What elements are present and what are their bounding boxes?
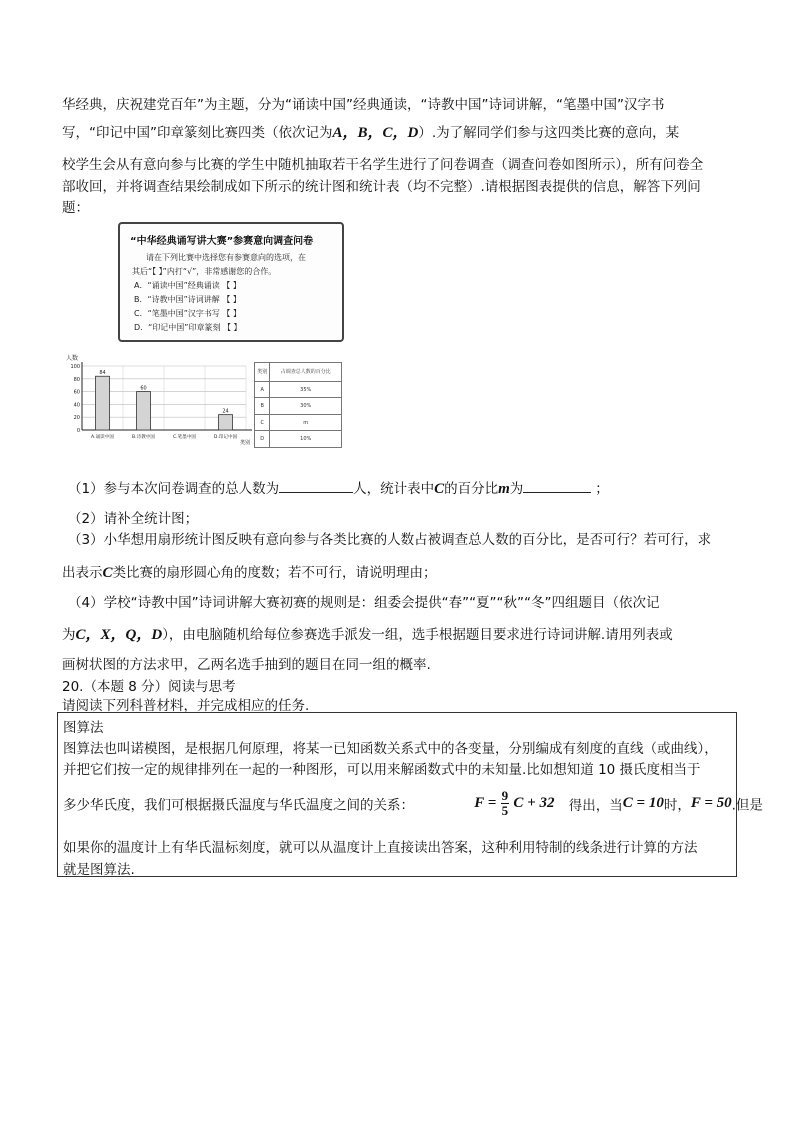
intro-line-2: [62, 121, 679, 142]
intro-line-2a: 写，“印记中国”印章篆刻比赛四类（依次记为: [62, 125, 333, 141]
q3-var-c: C: [102, 565, 113, 581]
data-label: 84: [99, 370, 106, 377]
table-cell: A: [255, 381, 270, 398]
box-line-4: 如果你的温度计上有华氏温标刻度，就可以从温度计上直接读出答案，这种利用特制的线条进行计算的方法: [63, 840, 698, 856]
table-row: [255, 381, 342, 398]
q1-var-c: C: [434, 481, 445, 497]
survey-option: A．“诵读中国”经典诵读 【 】: [134, 281, 241, 290]
table-header-cell: 类别: [255, 363, 270, 382]
bar: [137, 392, 151, 430]
answer-blank-m: [523, 480, 591, 493]
survey-option: C．“笔墨中国”汉字书写 【 】: [134, 309, 241, 318]
intro-line-5: 题：: [62, 200, 89, 216]
x-tick-label: A.诵读中国: [91, 435, 114, 440]
box-line-3-when: 时，: [663, 797, 691, 814]
q1-part-c: 的百分比: [444, 481, 499, 497]
q1-part-e: ；: [595, 481, 609, 497]
question-4-line-3: 画树状图的方法求甲，乙两名选手抽到的题目在同一组的概率.: [62, 657, 431, 673]
problem-20-title: 20.（本题 8 分）阅读与思考: [62, 679, 236, 695]
answer-blank-total: [279, 480, 353, 493]
y-axis-label: 人数: [66, 355, 79, 362]
survey-title: “中华经典诵写讲大赛”参赛意向调查问卷: [130, 236, 314, 247]
table-cell: 30%: [270, 398, 342, 415]
x-tick-label: C.笔墨中国: [172, 435, 197, 440]
q1-var-m: m: [498, 481, 510, 497]
question-4-line-2: [62, 623, 673, 644]
survey-instr-2: 其后“【 】”内打“√”，非常感谢您的合作。: [132, 267, 277, 276]
box-title: 图算法: [63, 720, 104, 736]
intro-vars: A，B，C，D: [332, 125, 419, 141]
box-line-2: 并把它们按一定的规律排列在一起的一种图形，可以用来解函数式中的未知量.比如想知道 10 摄氏度相当于: [63, 762, 701, 778]
survey-instr-1: 请在下列比赛中选择您有参赛意向的选项，在: [146, 253, 306, 262]
y-tick-label: 80: [73, 376, 80, 383]
stat-table: [254, 362, 342, 448]
table-header-cell: 占调查总人数的百分比: [270, 363, 342, 382]
reading-box: [57, 712, 763, 878]
intro-line-1: 华经典，庆祝建党百年”为主题，分为“诵读中国”经典通读，“诗教中国”诗词讲解，“笔墨中国”汉字书: [62, 97, 665, 113]
question-4-line-1: （4）学校“诗教中国”诗词讲解大赛初赛的规则是：组委会提供“春”“夏”“秋”“冬”四组题目（依次记: [68, 595, 660, 611]
q4-part-2: ），由电脑随机给每位参赛选手派发一组，选手根据题目要求进行诗词讲解.请用列表或: [162, 627, 673, 643]
y-tick-label: 60: [73, 389, 80, 396]
bar: [219, 415, 233, 430]
x-tick-label: B.诗教中国: [132, 435, 155, 440]
data-label: 60: [140, 385, 147, 392]
survey-card: [118, 222, 344, 342]
table-cell: m: [270, 414, 342, 431]
q1-part-b: 人，统计表中: [353, 481, 435, 497]
box-line-3: [63, 789, 763, 818]
intro-line-4: 部收回，并将调查结果绘制成如下所示的统计图和统计表（均不完整）.请根据图表提供的信息，解答下列问: [62, 179, 701, 195]
intro-line-3: 校学生会从有意向参与比赛的学生中随机抽取若干名学生进行了问卷调查（调查问卷如图所示），所有问卷全: [62, 157, 704, 173]
formula: [474, 789, 554, 818]
table-cell: D: [255, 431, 270, 448]
table-cell: B: [255, 398, 270, 415]
q4-part-1: 为: [62, 627, 76, 643]
fraction-numerator: 9: [501, 788, 509, 803]
q3-part-1: 出表示: [62, 565, 103, 581]
formula-rhs: C + 32: [513, 795, 555, 811]
y-tick-label: 20: [73, 415, 80, 422]
data-label: 24: [222, 408, 229, 415]
formula-lhs: F =: [474, 795, 497, 811]
y-tick-label: 100: [70, 364, 80, 370]
fraction-denominator: 5: [501, 803, 509, 818]
table-row: [255, 431, 342, 448]
x-axis-label: 类别: [240, 440, 251, 446]
question-2: （2）请补全统计图；: [68, 511, 199, 527]
x-tick-label: D.印记中国: [213, 435, 238, 440]
question-1: [68, 477, 609, 498]
question-3-line-1: （3）小华想用扇形统计图反映有意向参与各类比赛的人数占被调查总人数的百分比，是否可行？若可行，求: [68, 532, 712, 548]
table-row: [255, 398, 342, 415]
q3-part-2: 类比赛的扇形圆心角的度数；若不可行，请说明理由；: [112, 565, 437, 581]
bar-chart: [62, 352, 258, 448]
condition-c: C = 10: [622, 795, 664, 811]
box-line-1: 图算法也叫诺模图，是根据几何原理，将某一已知函数关系式中的各变量，分别编成有刻度的直线（或曲线），: [63, 741, 718, 757]
question-3-line-2: [62, 561, 437, 582]
table-row: [255, 414, 342, 431]
q4-vars: C，X，Q，D: [75, 627, 163, 643]
result-f: F = 50: [690, 795, 732, 811]
table-cell: 35%: [270, 381, 342, 398]
y-tick-label: 0: [76, 428, 80, 434]
bar: [96, 376, 110, 430]
box-line-5: 就是图算法.: [63, 862, 135, 878]
q1-part-d: 为: [509, 481, 524, 497]
formula-fraction: [501, 789, 510, 818]
intro-line-2b: ）.为了解同学们参与这四类比赛的意向，某: [418, 125, 680, 141]
survey-option: B．“诗教中国”诗词讲解 【 】: [134, 295, 241, 304]
q1-part-a: （1）参与本次问卷调查的总人数为: [68, 481, 280, 497]
problem-20-intro: 请阅读下列科普材料，并完成相应的任务.: [62, 698, 310, 714]
table-cell: 10%: [270, 431, 342, 448]
box-line-3-end: .但是: [731, 797, 763, 814]
y-tick-label: 40: [73, 402, 80, 409]
survey-option: D．“印记中国”印章篆刻 【 】: [134, 323, 242, 332]
table-cell: C: [255, 414, 270, 431]
box-line-3-text: 多少华氏度，我们可根据摄氏温度与华氏温度之间的关系：: [63, 797, 414, 814]
box-line-3-mid: 得出，当: [568, 797, 623, 814]
